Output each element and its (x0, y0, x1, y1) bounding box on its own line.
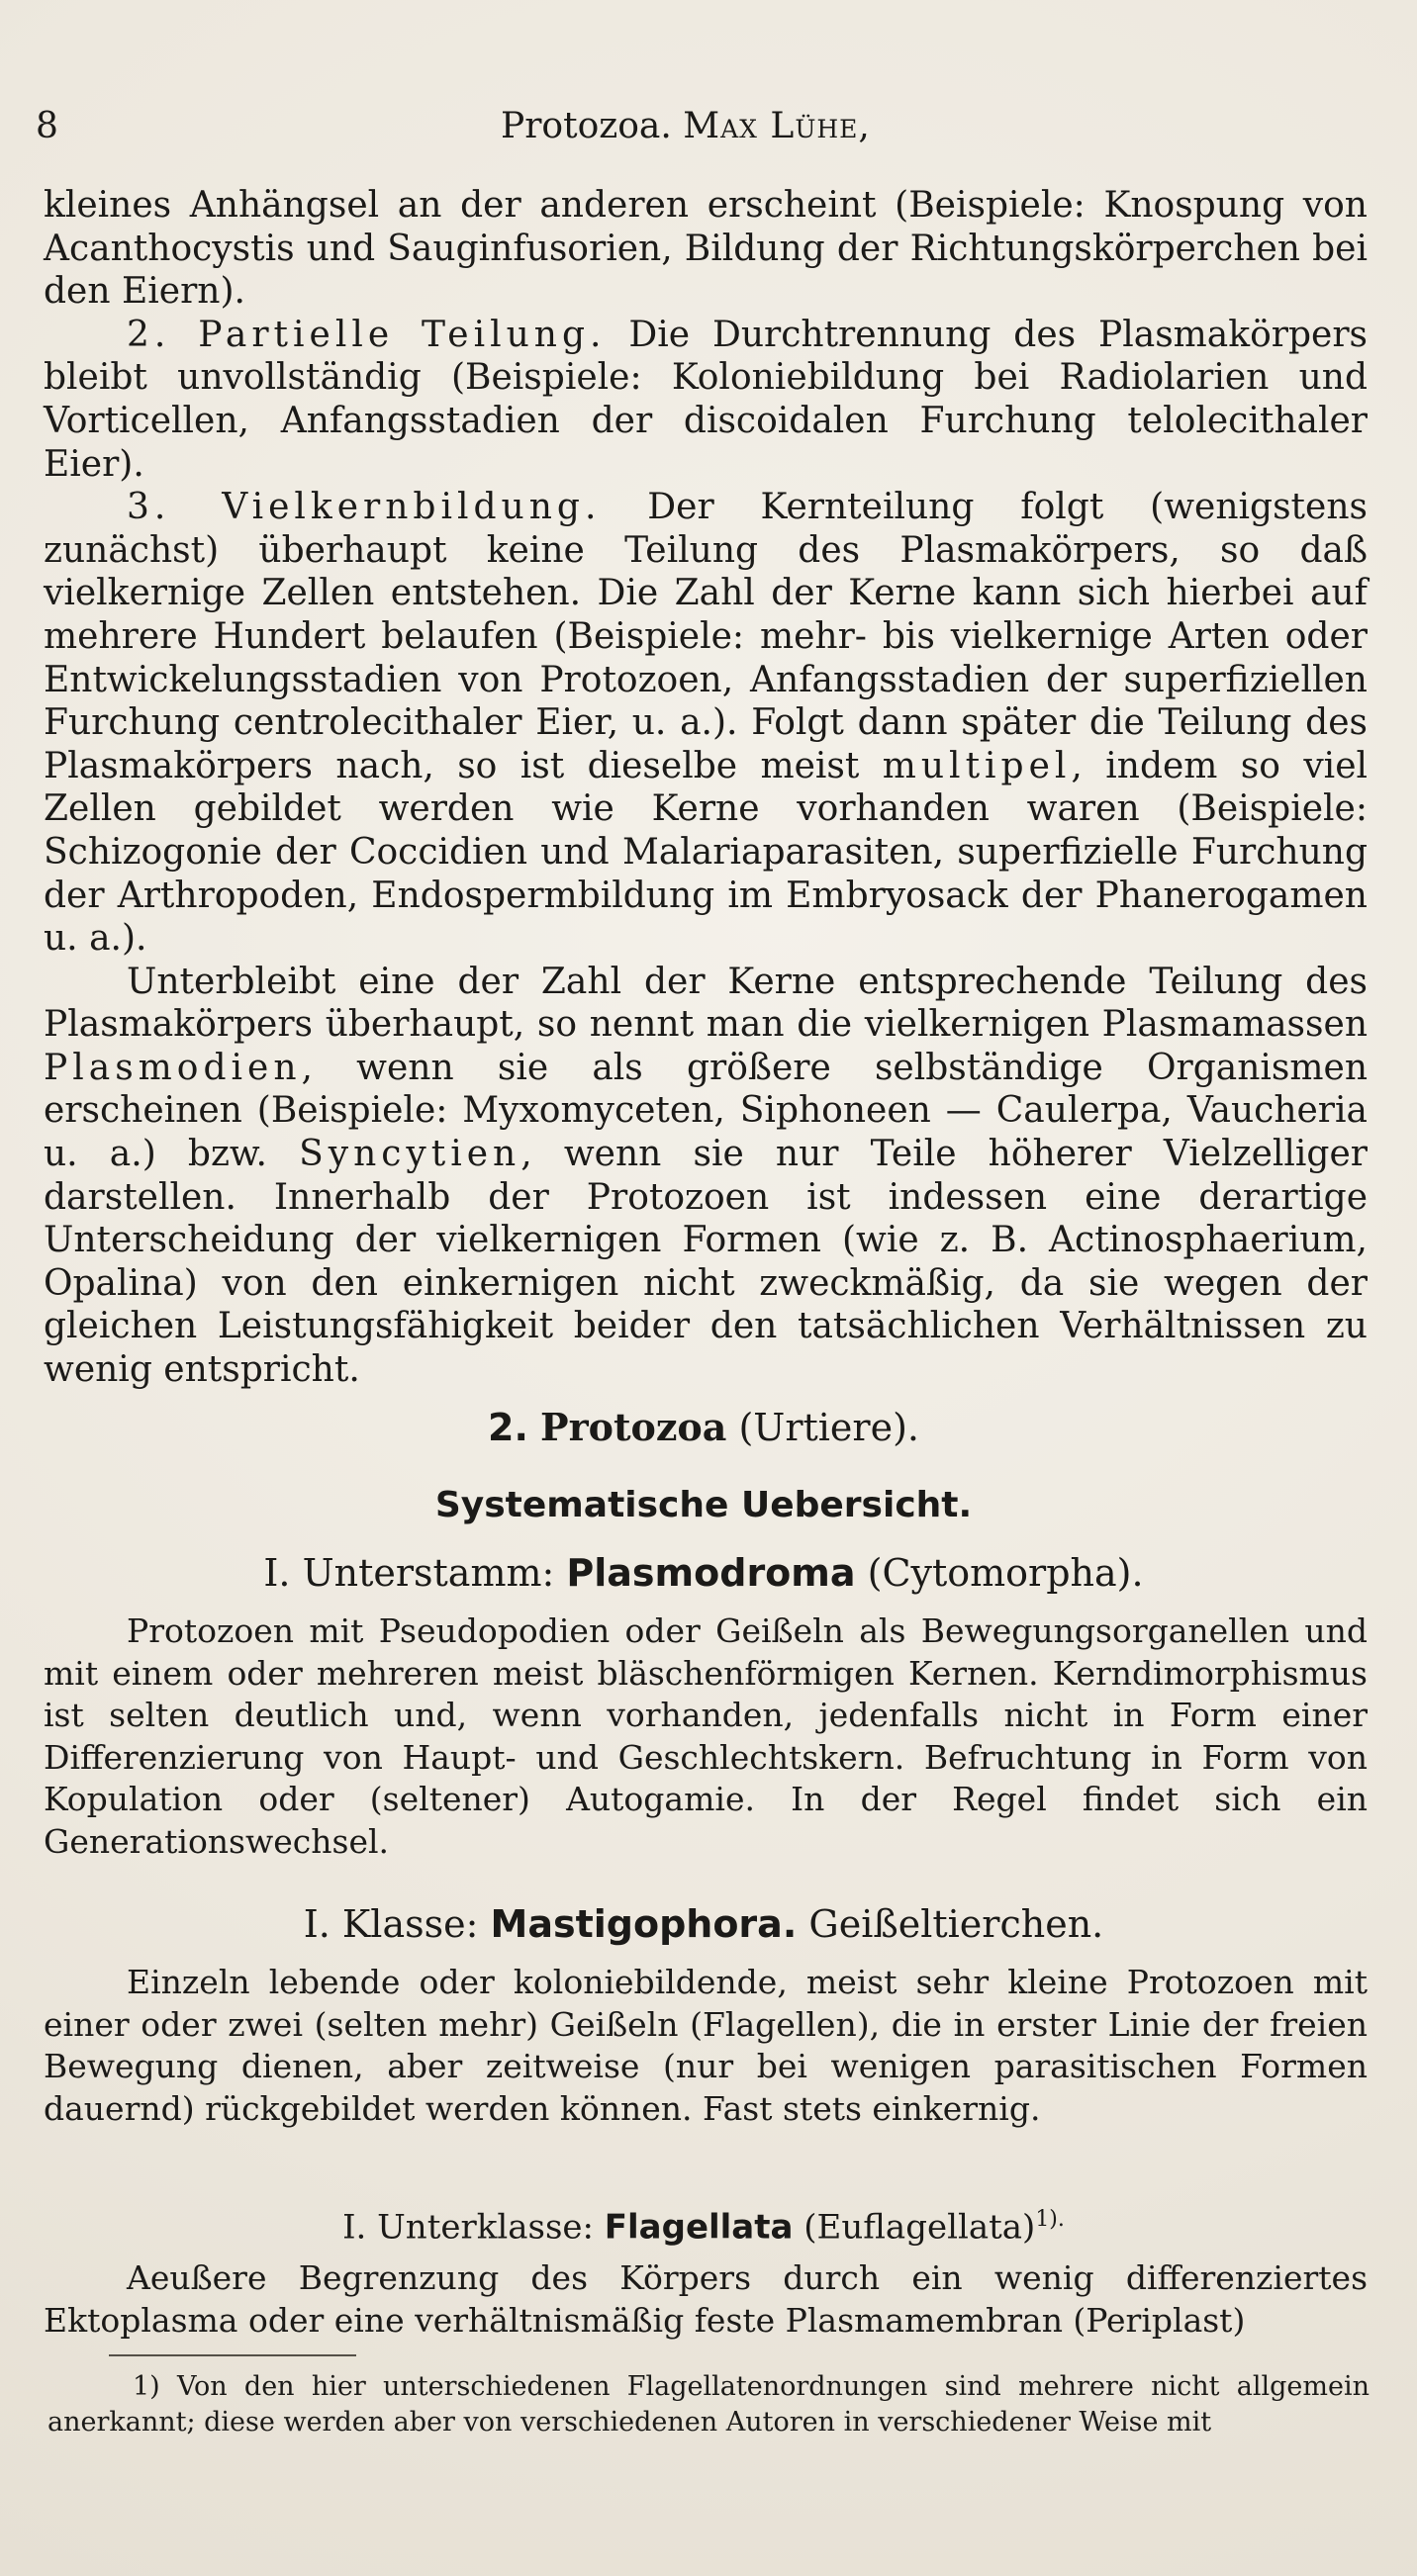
systematik-title: Systematische Uebersicht. (434, 1485, 973, 1525)
term-vielkernbildung: 3. Vielkernbildung. (127, 487, 602, 528)
paragraph-text: Der Kernteilung folgt (wenigstens zunächst) überhaupt keine Teilung des Plasmakörpers, so daß vielkernige Zellen entstehen. Die Zahl der Kerne kann sich hierbei auf mehrere Hundert belaufen (Beispiele: mehr- bis vielkernige Arten oder Entwickelungsstadien von Protozoen, Anfangsstadien der superfiziellen Furchung centrolecithaler Eier, u. a.). Folgt dann später die Teilung des Plasmakörpers nach, so ist dieselbe meist (44, 487, 1368, 786)
paragraph-text: Unterbleibt eine der Zahl der Kerne entsprechende Teilung des Plasmakörpers überhaupt, so nennt man die vielkernigen Plasmamassen (44, 961, 1368, 1046)
term-partielle-teilung: 2. Partielle Teilung. (127, 314, 607, 355)
unterklasse-heading (36, 2195, 1371, 2252)
section-title: Protozoa (540, 1405, 727, 1449)
term-plasmodien: Plasmodien (44, 1047, 302, 1088)
unterstamm-name: Plasmodroma (566, 1551, 856, 1595)
unterstamm-label: I. Unterstamm: (263, 1551, 555, 1595)
plasmodroma-description (44, 1610, 1368, 1863)
paragraph-text: Protozoen mit Pseudopodien oder Geißeln als Bewegungsorganellen und mit einem oder mehreren meist bläschenförmigen Kernen. Kerndimorphismus ist selten deutlich und, wenn vorhanden, jedenfalls nicht in Form einer Differenzierung von Haupt- und Geschlechtskern. Befruchtung in Form von Kopulation oder (seltener) Autogamie. In der Regel findet sich ein Generationswechsel. (44, 1611, 1368, 1861)
klasse-name: Mastigophora. (490, 1902, 798, 1946)
footnote-ref: 1). (1035, 2207, 1065, 2232)
paragraph-vielkernbildung (44, 486, 1368, 961)
unterstamm-alt: (Cytomorpha). (867, 1551, 1144, 1595)
section-heading (36, 1403, 1371, 1452)
author-name: Max Lühe, (683, 106, 871, 146)
paragraph-plasmodien (44, 961, 1368, 1392)
section-number: 2. (488, 1406, 528, 1449)
unterklasse-name: Flagellata (604, 2207, 794, 2248)
paragraph-partielle-teilung (44, 314, 1368, 486)
paragraph-text: Einzeln lebende oder koloniebildende, meist sehr kleine Protozoen mit einer oder zwei (selten mehr) Geißeln (Flagellen), die in erster Linie der freien Bewegung dienen, aber zeitweise (nur bei wenigen parasitischen Formen dauernd) rückgebildet werden können. Fast stets einkernig. (44, 1963, 1368, 2128)
upper-text-block (44, 184, 1368, 1392)
paragraph-text: , wenn sie als größere selbständige Organismen erscheinen (Beispiele: Myxomyceten, Siphoneen — Caulerpa, Vaucheria u. a.) bzw. (44, 1047, 1368, 1175)
paragraph-text: Aeußere Begrenzung des Körpers durch ein wenig differenziertes Ektoplasma oder eine verhältnismäßig feste Plasmamembran (Periplast) (44, 2258, 1368, 2340)
unterklasse-label: I. Unterklasse: (342, 2207, 594, 2248)
paragraph-text: , wenn sie nur Teile höherer Vielzelliger darstellen. Innerhalb der Protozoen ist indessen eine derartige Unterscheidung der vielkernigen Formen (wie z. B. Actinosphaerium, Opalina) von den einkernigen nicht zweckmäßig, da sie wegen der gleichen Leistungsfähigkeit beider den tatsächlichen Verhältnissen zu wenig entspricht. (44, 1134, 1368, 1391)
running-head (501, 97, 871, 156)
footnote-divider (109, 2354, 356, 2356)
section-subtitle: (Urtiere). (738, 1406, 919, 1449)
unterklasse-alt: (Euflagellata) (803, 2207, 1036, 2248)
klasse-heading (36, 1899, 1371, 1949)
paragraph-text: , indem so viel Zellen gebildet werden wie Kerne vorhanden waren (Beispiele: Schizogonie der Coccidien und Malariaparasiten, superfizielle Furchung der Arthropoden, Endospermbildung im Embryosack der Phanerogamen u. a.). (44, 745, 1369, 960)
klasse-label: I. Klasse: (303, 1902, 479, 1946)
running-title: Protozoa. (501, 106, 672, 146)
footnote: 1) Von den hier unterschiedenen Flagellatenordnungen sind mehrere nicht allgemein anerkannt; diese werden aber von verschiedenen Autoren in verschiedener Weise mit (47, 2371, 1370, 2438)
flagellata-description (44, 2257, 1368, 2342)
paragraph-text: Die Durchtrennung des Plasmakörpers bleibt unvollständig (Beispiele: Koloniebildung bei Radiolarien und Vorticellen, Anfangsstadien der discoidalen Furchung telolecithaler Eier). (44, 314, 1369, 485)
page-number: 8 (36, 106, 58, 146)
paragraph-continuation: kleines Anhängsel an der anderen erscheint (Beispiele: Knospung von Acanthocystis und Sauginfusorien, Bildung der Richtungskörperchen bei den Eiern). (44, 185, 1368, 313)
unterstamm-heading (36, 1548, 1371, 1598)
term-multipel: multipel (882, 745, 1072, 786)
systematik-heading (36, 1481, 1371, 1530)
mastigophora-description (44, 1962, 1368, 2130)
klasse-alt: Geißeltierchen. (808, 1902, 1104, 1946)
term-syncytien: Syncytien (299, 1134, 521, 1175)
page-header (36, 97, 1371, 156)
